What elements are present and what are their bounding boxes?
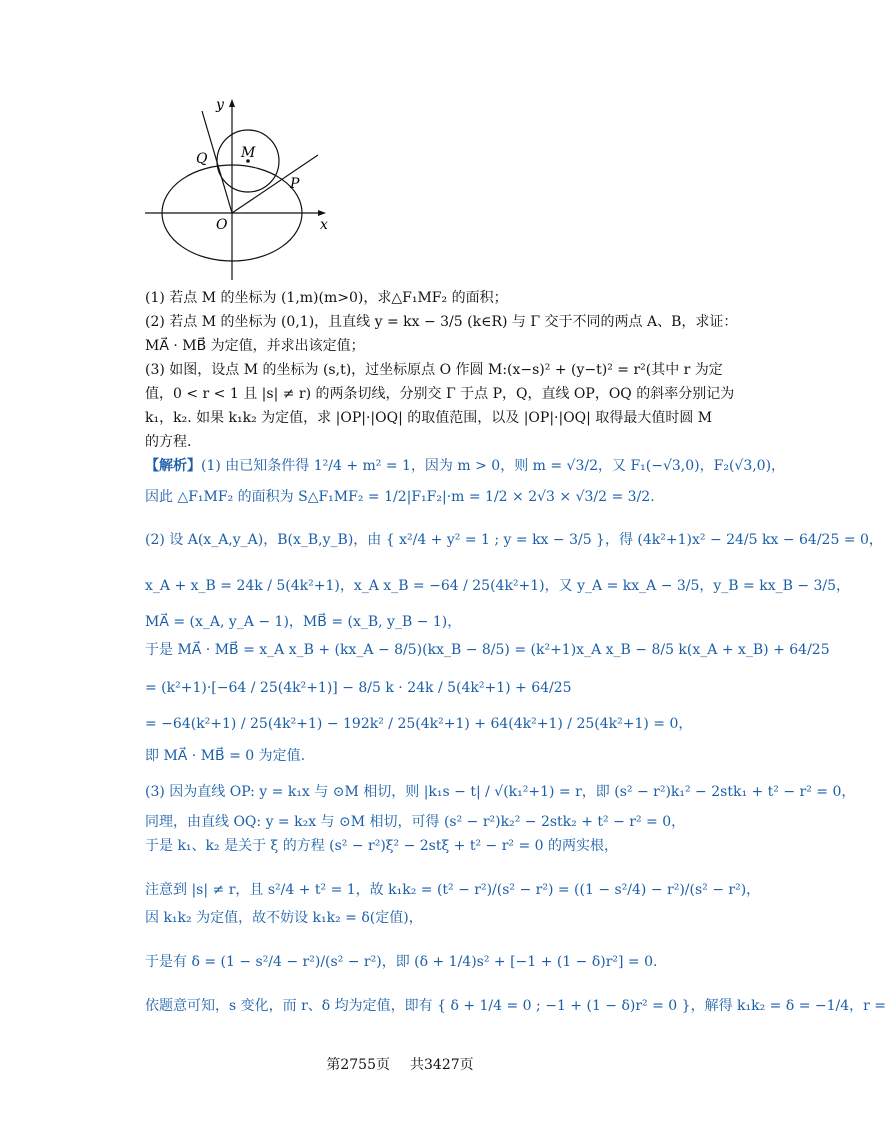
solution-line7: = (k²+1)·[−64 / 25(4k²+1)] − 8/5 k · 24k / 5(4k²+1) + 64/25 bbox=[145, 680, 572, 696]
solution-line1 bbox=[145, 456, 785, 476]
y-axis-arrow bbox=[229, 99, 235, 107]
label-x: x bbox=[320, 217, 328, 233]
solution-line15: 于是有 δ = (1 − s²/4 − r²)/(s² − r²)，即 (δ + 1/4)s² + [−1 + (1 − δ)r²] = 0. bbox=[145, 954, 658, 970]
label-m: M bbox=[241, 145, 256, 161]
solution-line9: 即 MA⃗ · MB⃗ = 0 为定值. bbox=[145, 748, 306, 764]
question-part3-line2: 值，0 < r < 1 且 |s| ≠ r) 的两条切线，分别交 Γ 于点 P，Q，直线 OP，OQ 的斜率分别记为 bbox=[145, 386, 735, 402]
solution-tag: 【解析】 bbox=[145, 458, 201, 474]
solution-line4: x_A + x_B = 24k / 5(4k²+1)，x_A x_B = −64 / 25(4k²+1)，又 y_A = kx_A − 3/5，y_B = kx_B − 3/5， bbox=[145, 578, 851, 594]
label-o: O bbox=[216, 217, 228, 233]
label-y: y bbox=[216, 97, 224, 113]
question-part3-line3: k₁，k₂. 如果 k₁k₂ 为定值，求 |OP|·|OQ| 的取值范围，以及 |OP|·|OQ| 取得最大值时圆 M bbox=[145, 410, 713, 426]
ellipse-tangent-figure bbox=[140, 95, 345, 285]
question-part1: (1) 若点 M 的坐标为 (1,m)(m>0)，求△F₁MF₂ 的面积； bbox=[145, 290, 508, 306]
solution-line6: 于是 MA⃗ · MB⃗ = x_A x_B + (kx_A − 8/5)(kx_B − 8/5) = (k²+1)x_A x_B − 8/5 k(x_A + x_B) + 64/25 bbox=[145, 642, 830, 658]
label-p: P bbox=[290, 176, 300, 192]
tangent-line-op bbox=[232, 155, 318, 213]
question-part3-line4: 的方程. bbox=[145, 434, 192, 450]
question-part3-line1: (3) 如图，设点 M 的坐标为 (s,t)，过坐标原点 O 作圆 M:(x−s)² + (y−t)² = r²(其中 r 为定 bbox=[145, 362, 723, 378]
solution-line2: 因此 △F₁MF₂ 的面积为 S△F₁MF₂ = 1/2|F₁F₂|·m = 1/2 × 2√3 × √3/2 = 3/2. bbox=[145, 489, 655, 505]
page-footer bbox=[0, 1054, 800, 1074]
solution-line5: MA⃗ = (x_A, y_A − 1)，MB⃗ = (x_B, y_B − 1)， bbox=[145, 614, 462, 630]
question-part2-line1: (2) 若点 M 的坐标为 (0,1)，且直线 y = kx − 3/5 (k∈R) 与 Γ 交于不同的两点 A、B，求证： bbox=[145, 314, 738, 330]
solution-line8: = −64(k²+1) / 25(4k²+1) − 192k² / 25(4k²+1) + 64(4k²+1) / 25(4k²+1) = 0， bbox=[145, 716, 693, 732]
question-part2-line2: MA⃗ · MB⃗ 为定值，并求出该定值； bbox=[145, 338, 365, 354]
solution-line12: 于是 k₁、k₂ 是关于 ξ 的方程 (s² − r²)ξ² − 2stξ + t² − r² = 0 的两实根， bbox=[145, 838, 618, 854]
solution-line11: 同理，由直线 OQ: y = k₂x 与 ⊙M 相切，可得 (s² − r²)k₂² − 2stk₂ + t² − r² = 0， bbox=[145, 814, 686, 830]
x-axis-arrow bbox=[318, 210, 326, 216]
solution-line16: 依题意可知，s 变化，而 r、δ 均为定值，即有 { δ + 1/4 = 0 ; −1 + (1 − δ)r² = 0 }，解得 k₁k₂ = δ = −1/4，r = bbox=[145, 998, 886, 1014]
solution-line3: (2) 设 A(x_A,y_A)，B(x_B,y_B)，由 { x²/4 + y² = 1 ; y = kx − 3/5 }，得 (4k²+1)x² − 24/5 kx − 64/25 = 0， bbox=[145, 532, 883, 548]
solution-line14: 因 k₁k₂ 为定值，故不妨设 k₁k₂ = δ(定值)， bbox=[145, 910, 423, 926]
label-q: Q bbox=[196, 151, 208, 167]
solution-part1-text: (1) 由已知条件得 1²/4 + m² = 1，因为 m > 0，则 m = √3/2，又 F₁(−√3,0)，F₂(√3,0)， bbox=[201, 458, 786, 474]
page-number: 第2755页 bbox=[326, 1057, 390, 1073]
solution-line10: (3) 因为直线 OP: y = k₁x 与 ⊙M 相切，则 |k₁s − t| / √(k₁²+1) = r，即 (s² − r²)k₁² − 2stk₁ + t² − r² = 0， bbox=[145, 784, 856, 800]
total-pages: 共3427页 bbox=[410, 1057, 474, 1073]
solution-line13: 注意到 |s| ≠ r，且 s²/4 + t² = 1，故 k₁k₂ = (t² − r²)/(s² − r²) = ((1 − s²/4) − r²)/(s² − r²)， bbox=[145, 882, 761, 898]
